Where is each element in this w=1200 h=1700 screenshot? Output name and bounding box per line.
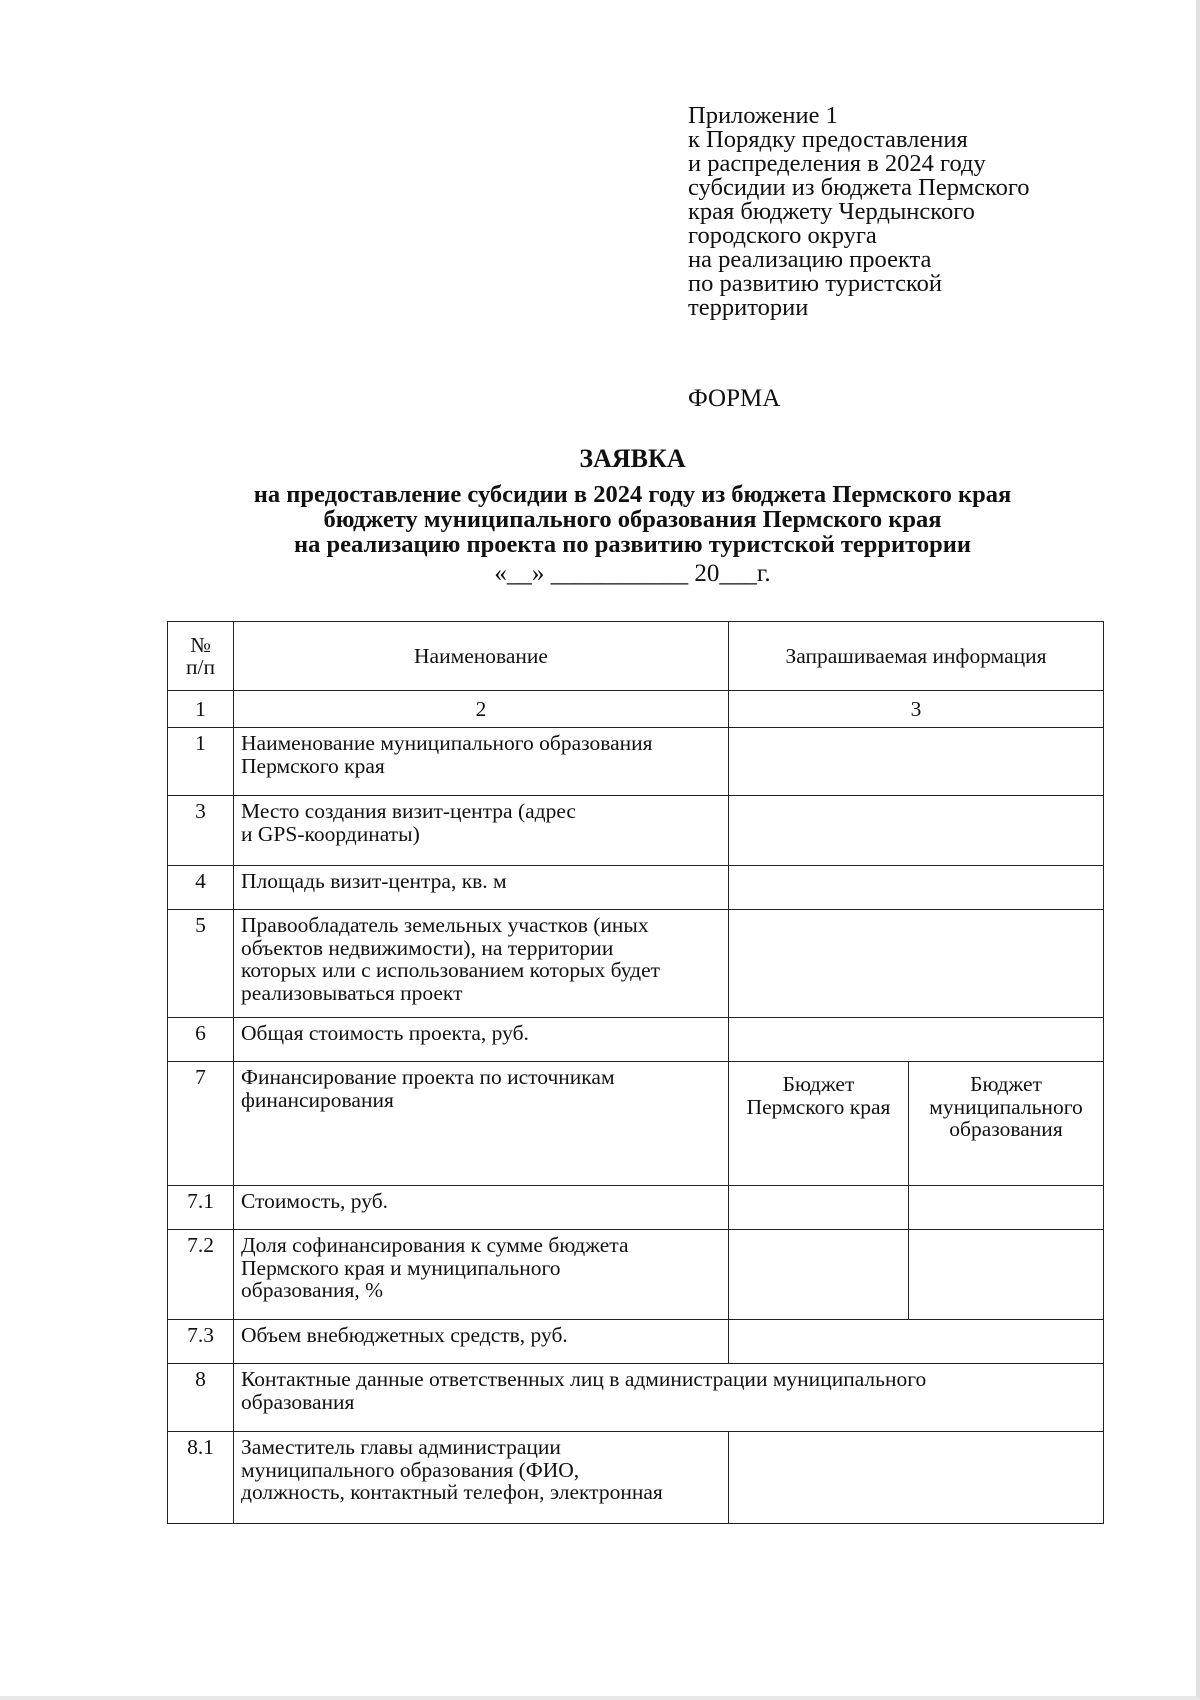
- header-requested-info: Запрашиваемая информация: [729, 622, 1104, 691]
- row-number: 7: [168, 1062, 234, 1186]
- form-label: ФОРМА: [688, 385, 781, 412]
- header-number: № п/п: [168, 622, 234, 691]
- input-cell[interactable]: [729, 1320, 1104, 1364]
- input-cell[interactable]: [729, 728, 1104, 796]
- appendix-line: на реализацию проекта: [688, 246, 932, 273]
- table-row: [168, 1320, 1104, 1364]
- row-number: 8: [168, 1364, 234, 1432]
- table-header-row: [168, 622, 1104, 691]
- document-subtitle: [0, 482, 1200, 557]
- table-row: [168, 796, 1104, 866]
- row-number: 4: [168, 866, 234, 910]
- row-number: 7.3: [168, 1320, 234, 1364]
- appendix-line: края бюджету Чердынского: [688, 198, 975, 225]
- row-name: Общая стоимость проекта, руб.: [234, 1018, 729, 1062]
- input-cell-municipal[interactable]: [909, 1230, 1104, 1320]
- row-name: Стоимость, руб.: [234, 1186, 729, 1230]
- row-number: 6: [168, 1018, 234, 1062]
- row-number: 7.1: [168, 1186, 234, 1230]
- table-row: [168, 1062, 1104, 1186]
- row-number: 7.2: [168, 1230, 234, 1320]
- appendix-line: городского округа: [688, 222, 877, 249]
- document-title: ЗАЯВКА: [579, 444, 686, 473]
- table-row: [168, 1364, 1104, 1432]
- table-row: [168, 1230, 1104, 1320]
- column-index-row: [168, 691, 1104, 728]
- row-name: Место создания визит-центра (адрес и GPS-координаты): [234, 796, 729, 866]
- application-table: [167, 621, 1104, 1524]
- subheader-regional-budget: Бюджет Пермского края: [729, 1062, 909, 1186]
- subtitle-line: на предоставление субсидии в 2024 году из бюджета Пермского края: [253, 481, 1012, 508]
- subtitle-line: на реализацию проекта по развитию туристской территории: [294, 531, 971, 558]
- appendix-line: и распределения в 2024 году: [688, 150, 986, 177]
- row-name: Заместитель главы администрации муниципального образования (ФИО, должность, контактный телефон, электронная: [234, 1432, 729, 1524]
- column-index: 3: [729, 691, 1104, 728]
- row-name: Наименование муниципального образования Пермского края: [234, 728, 729, 796]
- appendix-line: территории: [688, 294, 809, 321]
- row-name: Финансирование проекта по источникам финансирования: [234, 1062, 729, 1186]
- date-line: «__» ___________ 20___г.: [494, 560, 771, 587]
- subheader-municipal-budget: Бюджет муниципального образования: [909, 1062, 1104, 1186]
- appendix-line: Приложение 1: [688, 102, 838, 129]
- appendix-line: субсидии из бюджета Пермского: [688, 174, 1030, 201]
- row-name: Контактные данные ответственных лиц в администрации муниципального образования: [234, 1364, 1104, 1432]
- table-row: [168, 1186, 1104, 1230]
- row-number: 3: [168, 796, 234, 866]
- header-name: Наименование: [234, 622, 729, 691]
- table-row: [168, 1432, 1104, 1524]
- input-cell[interactable]: [729, 1432, 1104, 1524]
- table-row: [168, 1018, 1104, 1062]
- input-cell-regional[interactable]: [729, 1186, 909, 1230]
- row-name: Доля софинансирования к сумме бюджета Пермского края и муниципального образования, %: [234, 1230, 729, 1320]
- row-number: 8.1: [168, 1432, 234, 1524]
- input-cell[interactable]: [729, 1018, 1104, 1062]
- row-name: Объем внебюджетных средств, руб.: [234, 1320, 729, 1364]
- table-row: [168, 728, 1104, 796]
- input-cell-regional[interactable]: [729, 1230, 909, 1320]
- input-cell[interactable]: [729, 910, 1104, 1018]
- table-row: [168, 910, 1104, 1018]
- appendix-line: по развитию туристской: [688, 270, 942, 297]
- row-number: 1: [168, 728, 234, 796]
- input-cell[interactable]: [729, 866, 1104, 910]
- subtitle-line: бюджету муниципального образования Пермского края: [323, 506, 942, 533]
- input-cell-municipal[interactable]: [909, 1186, 1104, 1230]
- column-index: 2: [234, 691, 729, 728]
- column-index: 1: [168, 691, 234, 728]
- input-cell[interactable]: [729, 796, 1104, 866]
- row-name: Площадь визит-центра, кв. м: [234, 866, 729, 910]
- table-row: [168, 866, 1104, 910]
- appendix-block: [688, 104, 1108, 320]
- row-name: Правообладатель земельных участков (иных объектов недвижимости), на территории которых или с использованием которых будет реализовываться проект: [234, 910, 729, 1018]
- row-number: 5: [168, 910, 234, 1018]
- appendix-line: к Порядку предоставления: [688, 126, 968, 153]
